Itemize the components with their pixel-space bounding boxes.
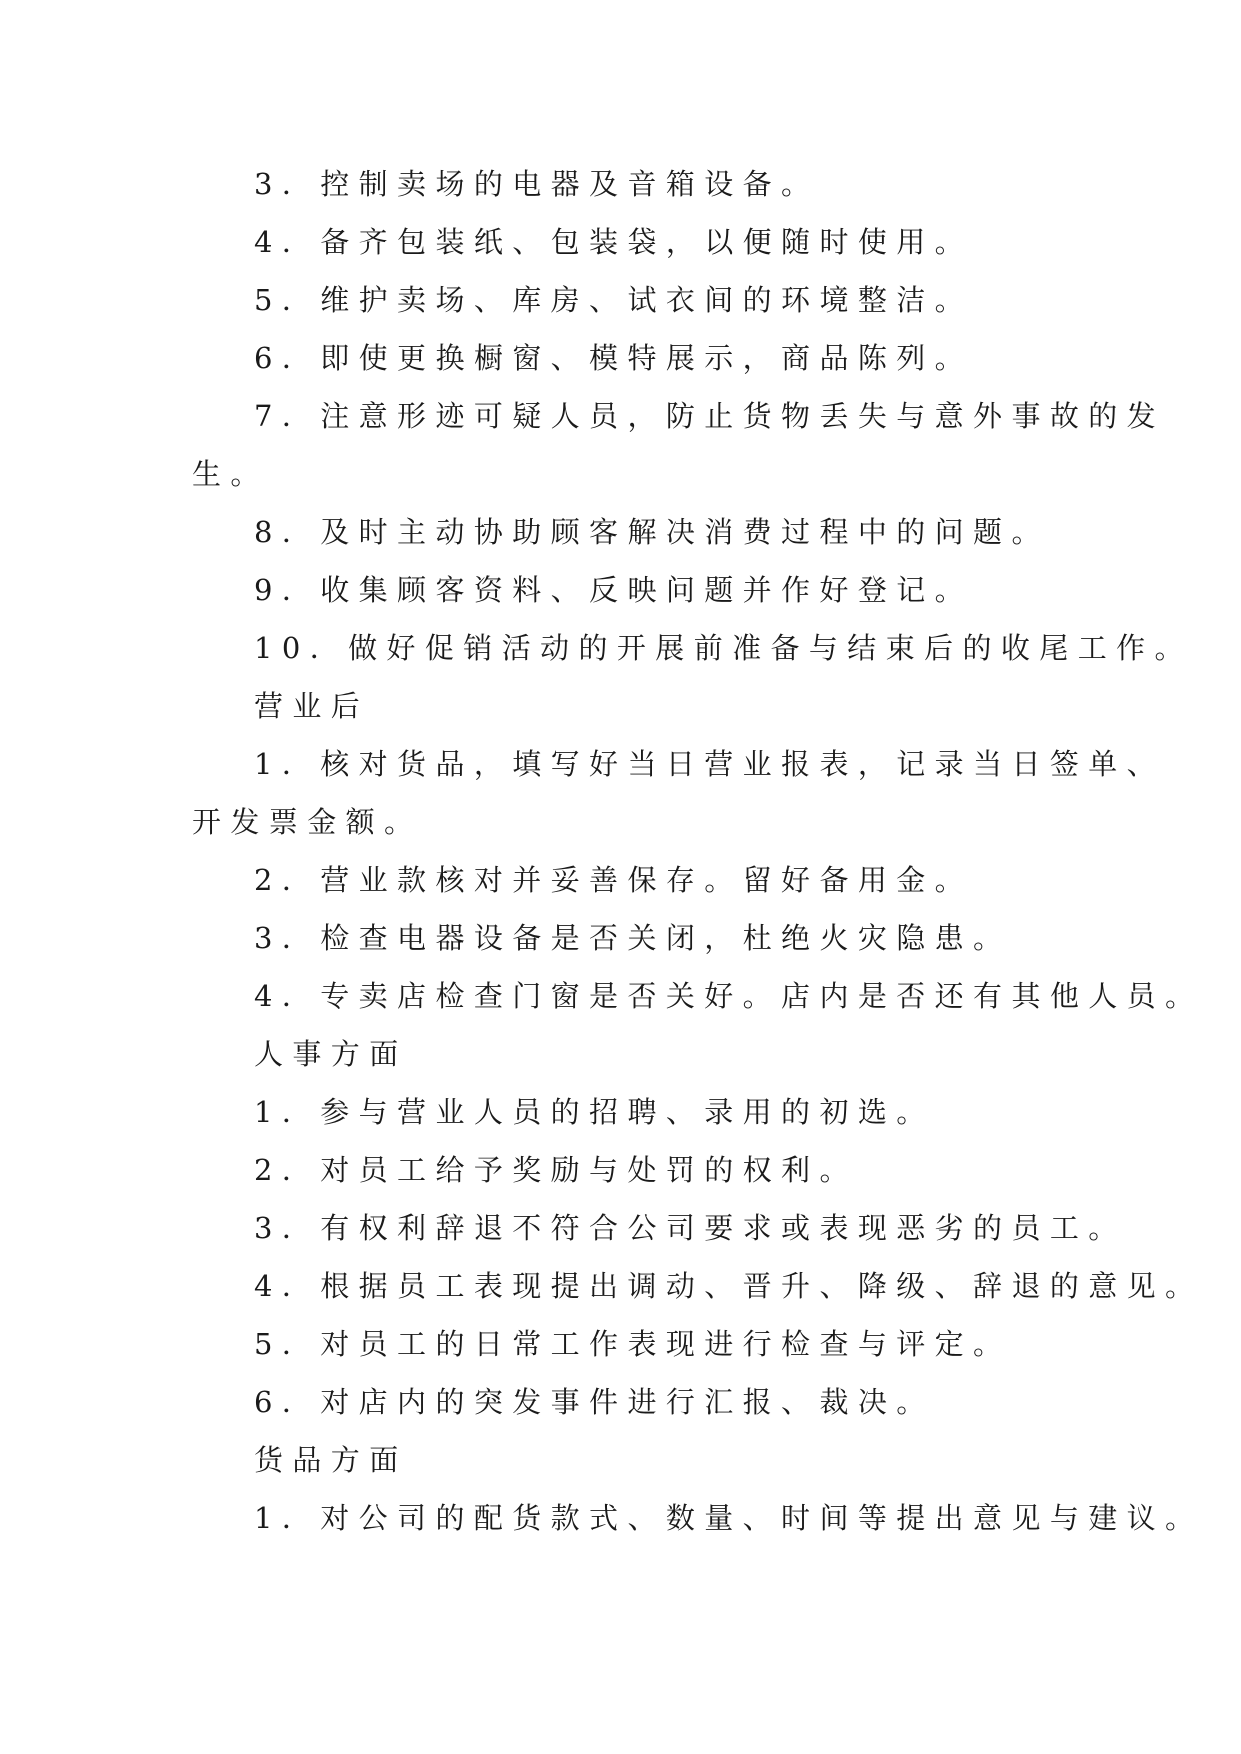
list-item-evaluation: 5．对员工的日常工作表现进行检查与评定。 xyxy=(254,1327,1012,1361)
section-heading-goods: 货品方面 xyxy=(254,1443,408,1477)
list-item-business-funds: 2．营业款核对并妥善保存。留好备用金。 xyxy=(254,863,974,897)
list-item-cleanliness: 5．维护卖场、库房、试衣间的环境整洁。 xyxy=(254,283,974,317)
list-item-recruitment: 1．参与营业人员的招聘、录用的初选。 xyxy=(254,1095,935,1129)
list-item-suspicious-persons-continued: 生。 xyxy=(192,457,269,491)
list-item-promotion: 10．做好促销活动的开展前准备与结束后的收尾工作。 xyxy=(254,631,1193,665)
list-item-assist-customers: 8．及时主动协助顾客解决消费过程中的问题。 xyxy=(254,515,1050,549)
list-item-check-goods-continued: 开发票金额。 xyxy=(192,805,423,839)
list-item-suspicious-persons: 7．注意形迹可疑人员，防止货物丢失与意外事故的发 xyxy=(254,399,1166,433)
list-item-distribution-suggestions: 1．对公司的配货款式、数量、时间等提出意见与建议。 xyxy=(254,1501,1204,1535)
list-item-dismissal: 3．有权利辞退不符合公司要求或表现恶劣的员工。 xyxy=(254,1211,1127,1245)
list-item-incidents: 6．对店内的突发事件进行汇报、裁决。 xyxy=(254,1385,935,1419)
section-heading-after-business: 营业后 xyxy=(254,689,370,723)
list-item-customer-data: 9．收集顾客资料、反映问题并作好登记。 xyxy=(254,573,974,607)
section-heading-personnel: 人事方面 xyxy=(254,1037,408,1071)
list-item-transfer-opinions: 4．根据员工表现提出调动、晋升、降级、辞退的意见。 xyxy=(254,1269,1204,1303)
list-item-rewards: 2．对员工给予奖励与处罚的权利。 xyxy=(254,1153,858,1187)
list-item-window-display: 6．即使更换橱窗、模特展示，商品陈列。 xyxy=(254,341,974,375)
list-item-packaging: 4．备齐包装纸、包装袋，以便随时使用。 xyxy=(254,225,974,259)
list-item-control-equipment: 3．控制卖场的电器及音箱设备。 xyxy=(254,167,820,201)
list-item-check-doors: 4．专卖店检查门窗是否关好。店内是否还有其他人员。 xyxy=(254,979,1204,1013)
list-item-check-goods: 1．核对货品，填写好当日营业报表，记录当日签单、 xyxy=(254,747,1166,781)
list-item-check-electrical: 3．检查电器设备是否关闭，杜绝火灾隐患。 xyxy=(254,921,1012,955)
